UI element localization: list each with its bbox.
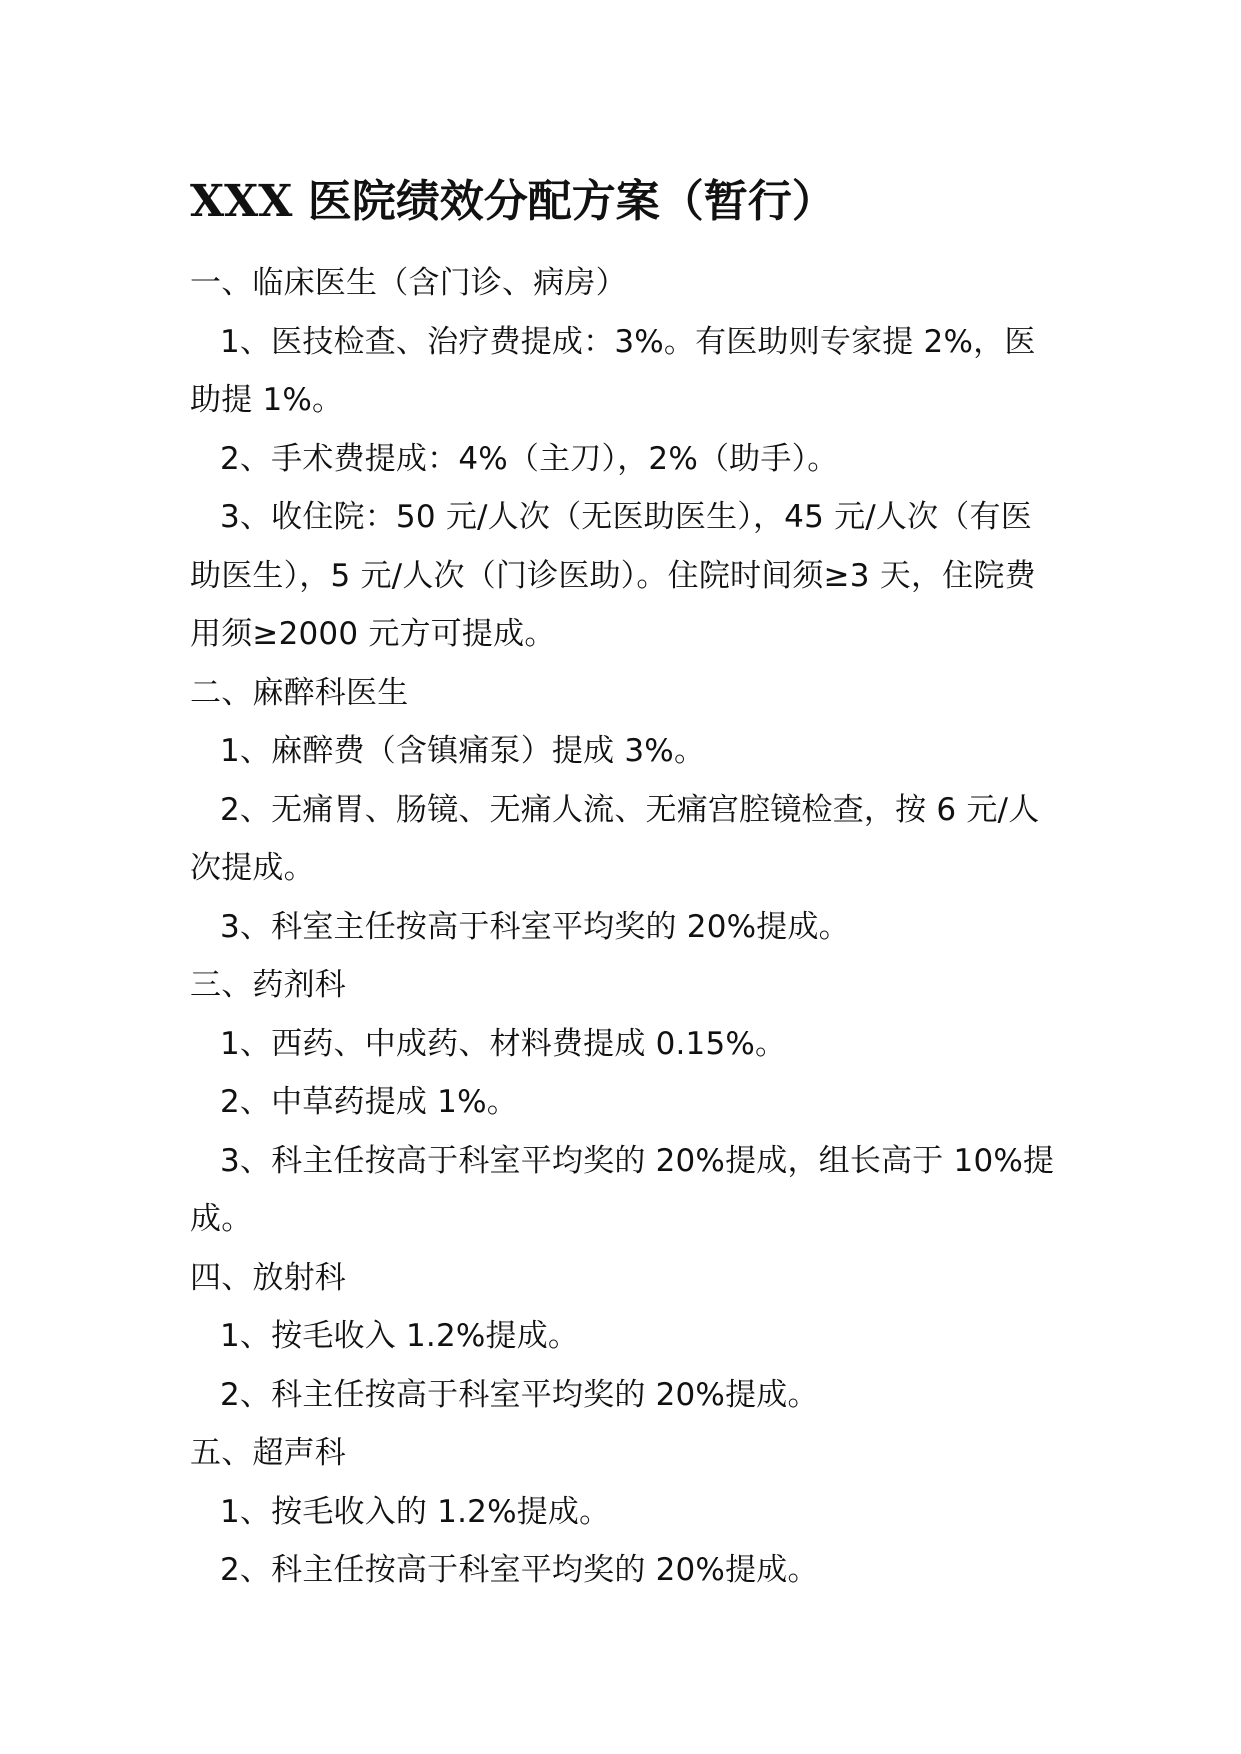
section-heading-radiology: 四、放射科: [190, 1259, 346, 1296]
paragraph-clinical-2: 2、手术费提成：4%（主刀），2%（助手）。: [220, 440, 839, 477]
paragraph-anesthesia-3: 3、科室主任按高于科室平均奖的 20%提成。: [220, 908, 850, 945]
paragraph-radiology-2: 2、科主任按高于科室平均奖的 20%提成。: [220, 1376, 819, 1413]
paragraph-anesthesia-1: 1、麻醉费（含镇痛泵）提成 3%。: [220, 733, 706, 769]
paragraph-ultrasound-2: 2、科主任按高于科室平均奖的 20%提成。: [220, 1552, 819, 1588]
paragraph-anesthesia-2: 2、无痛胃、肠镜、无痛人流、无痛宫腔镜检查，按 6 元/人次提成。: [190, 791, 1040, 886]
section-heading-anesthesia: 二、麻醉科医生: [190, 674, 409, 711]
paragraph-ultrasound-1: 1、按毛收入的 1.2%提成。: [220, 1493, 611, 1530]
document-title: XXX 医院绩效分配方案（暂行）: [190, 176, 836, 227]
section-heading-clinical-doctors: 一、临床医生（含门诊、病房）: [190, 265, 627, 301]
section-heading-ultrasound: 五、超声科: [190, 1435, 346, 1471]
paragraph-clinical-1: 1、医技检查、治疗费提成：3%。有医助则专家提 2%，医助提 1%。: [190, 323, 1036, 418]
paragraph-pharmacy-1: 1、西药、中成药、材料费提成 0.15%。: [220, 1025, 787, 1062]
paragraph-clinical-3: 3、收住院：50 元/人次（无医助医生），45 元/人次（有医助医生），5 元/人次（门诊医助）。住院时间须≥3 天，住院费用须≥2000 元方可提成。: [190, 499, 1036, 652]
document-body: [190, 254, 1060, 1600]
section-heading-pharmacy: 三、药剂科: [190, 967, 346, 1003]
paragraph-pharmacy-2: 2、中草药提成 1%。: [220, 1084, 518, 1120]
paragraph-radiology-1: 1、按毛收入 1.2%提成。: [220, 1318, 580, 1354]
paragraph-pharmacy-3: 3、科主任按高于科室平均奖的 20%提成，组长高于 10%提成。: [190, 1142, 1055, 1237]
